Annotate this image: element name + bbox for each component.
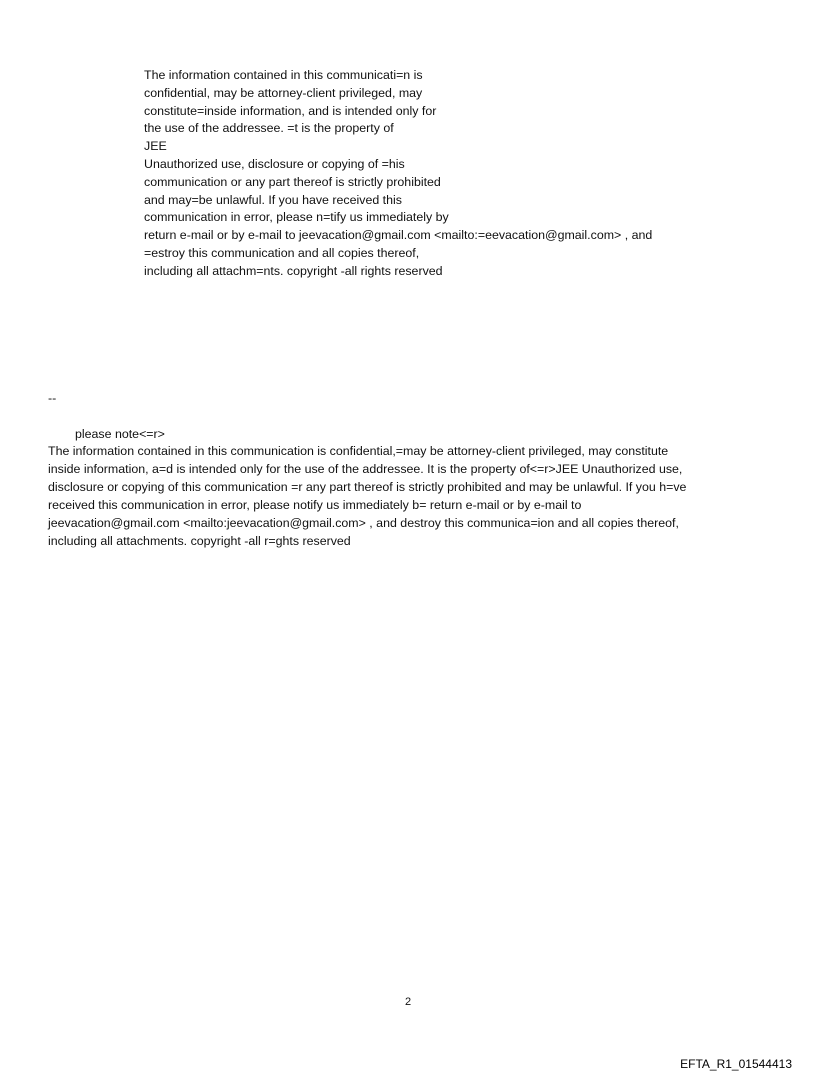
notice-line: The information contained in this communicati=n is <box>144 68 423 82</box>
notice-line: jeevacation@gmail.com <mailto:jeevacation@gmail.com> , and destroy this communica=ion and all copies thereof, <box>48 516 679 530</box>
notice-line: received this communication in error, please notify us immediately b= return e-mail or by e-mail to <box>48 498 582 512</box>
full-confidentiality-notice <box>48 442 778 550</box>
notice-line: and may=be unlawful. If you have received this <box>144 192 402 207</box>
indented-confidentiality-notice <box>144 67 784 281</box>
notice-line: The information contained in this communication is confidential,=may be attorney-client privileged, may constitute <box>48 444 669 458</box>
notice-line: including all attachments. copyright -all r=ghts reserved <box>48 534 351 548</box>
notice-line: constitute=inside information, and is intended only for <box>144 103 437 118</box>
page-number: 2 <box>404 996 412 1008</box>
notice-line: communication or any part thereof is strictly prohibited <box>144 174 441 189</box>
notice-line: =estroy this communication and all copies thereof, <box>144 245 420 260</box>
notice-line: Unauthorized use, disclosure or copying of =his <box>144 156 405 171</box>
notice-line: the use of the addressee. =t is the property of <box>144 121 394 136</box>
notice-line: confidential, may be attorney-client privileged, may <box>144 85 423 100</box>
notice-line: JEE <box>144 139 167 154</box>
signature-separator: -- <box>48 391 57 405</box>
bates-number: EFTA_R1_01544413 <box>680 1057 792 1071</box>
notice-line: return e-mail or by e-mail to jeevacation@gmail.com <mailto:=eevacation@gmail.com> , and <box>144 228 653 243</box>
notice-line: communication in error, please n=tify us immediately by <box>144 210 449 225</box>
notice-line: disclosure or copying of this communication =r any part thereof is strictly prohibited and may be unlawful. If you h=ve <box>48 480 687 494</box>
notice-line: inside information, a=d is intended only for the use of the addressee. It is the property of<=r>JEE Unauthorized use, <box>48 462 683 476</box>
notice-line: including all attachm=nts. copyright -all rights reserved <box>144 263 443 278</box>
note-heading: please note<=r> <box>75 427 165 441</box>
